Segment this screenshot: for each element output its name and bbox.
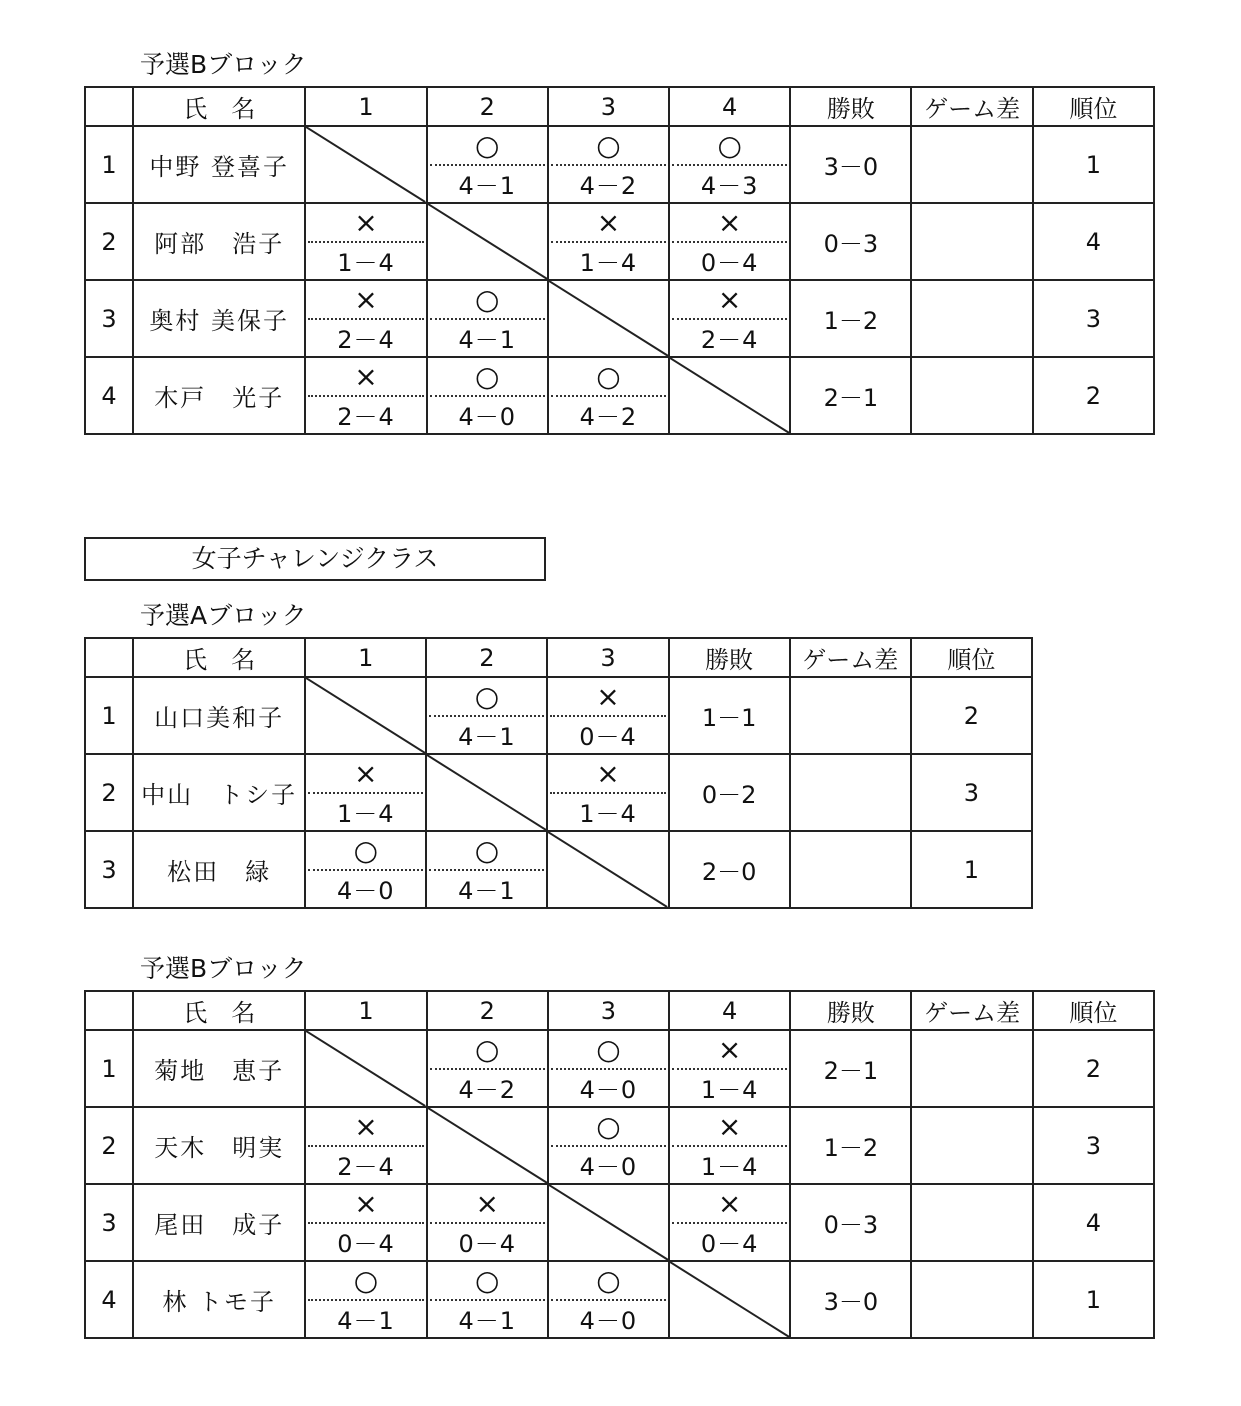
self-match-cell — [305, 126, 426, 203]
result-mark: × — [550, 678, 665, 717]
match-cell — [427, 126, 548, 203]
match-score: 4－2 — [458, 1076, 516, 1105]
game-diff — [911, 1107, 1032, 1184]
result-mark: ○ — [430, 1031, 545, 1070]
result-mark: ○ — [672, 127, 787, 166]
block-title: 予選Aブロック — [140, 601, 307, 630]
win-loss: 1－2 — [790, 280, 911, 357]
header-opponent: 3 — [547, 638, 668, 677]
result-mark: × — [672, 1031, 787, 1070]
match-result — [549, 1108, 668, 1183]
result-mark: × — [430, 1185, 545, 1224]
header-opponent: 1 — [305, 991, 426, 1030]
result-mark: × — [308, 755, 423, 794]
match-score: 1－4 — [337, 249, 395, 278]
match-cell — [548, 1030, 669, 1107]
match-cell — [427, 1030, 548, 1107]
header-row — [85, 991, 1154, 1030]
header-win-loss: 勝敗 — [790, 87, 911, 126]
match-score: 4－1 — [458, 172, 516, 201]
match-result — [548, 678, 667, 753]
self-match-cell — [669, 357, 790, 434]
match-score: 0－4 — [337, 1230, 395, 1259]
match-score: 4－0 — [337, 877, 395, 906]
match-cell — [669, 1030, 790, 1107]
match-result — [428, 127, 547, 202]
header-name: 氏 名 — [133, 87, 305, 126]
match-cell — [426, 831, 547, 908]
game-diff — [911, 357, 1032, 434]
self-match-cell — [548, 1184, 669, 1261]
result-mark: ○ — [551, 1108, 666, 1147]
table-row — [85, 1184, 1154, 1261]
match-score: 2－4 — [337, 326, 395, 355]
match-result — [427, 678, 546, 753]
match-result — [306, 1185, 425, 1260]
player-name: 山口美和子 — [133, 677, 305, 754]
self-match-cell — [547, 831, 668, 908]
player-no: 4 — [85, 357, 133, 434]
league-table — [84, 990, 1155, 1339]
self-match-cell — [305, 677, 426, 754]
match-cell — [427, 1184, 548, 1261]
win-loss: 0－3 — [790, 203, 911, 280]
match-cell — [426, 677, 547, 754]
result-mark: × — [672, 1185, 787, 1224]
match-result — [549, 1262, 668, 1337]
match-result — [549, 358, 668, 433]
match-result — [670, 281, 789, 356]
match-cell — [669, 1107, 790, 1184]
result-mark: ○ — [308, 832, 423, 871]
result-mark: ○ — [551, 1031, 666, 1070]
header-row — [85, 87, 1154, 126]
self-match-cell — [426, 754, 547, 831]
header-name: 氏 名 — [133, 991, 305, 1030]
player-name: 阿部 浩子 — [133, 203, 305, 280]
match-score: 4－2 — [579, 403, 638, 432]
match-cell — [548, 203, 669, 280]
rank: 2 — [911, 677, 1032, 754]
match-result — [306, 832, 425, 907]
match-cell — [427, 280, 548, 357]
diagonal-line — [549, 1185, 668, 1260]
game-diff — [911, 280, 1032, 357]
self-match-cell — [305, 1030, 426, 1107]
match-cell — [547, 754, 668, 831]
player-no: 3 — [85, 831, 133, 908]
diagonal-line — [670, 1262, 789, 1337]
match-score: 1－4 — [579, 249, 638, 278]
result-mark: ○ — [308, 1262, 423, 1301]
rank: 1 — [1033, 1261, 1154, 1338]
diagonal-line — [306, 1031, 425, 1106]
match-score: 1－4 — [700, 1076, 759, 1105]
result-mark: ○ — [430, 127, 545, 166]
match-result — [670, 127, 789, 202]
header-opponent: 2 — [426, 638, 547, 677]
win-loss: 0－2 — [669, 754, 790, 831]
player-name: 菊地 恵子 — [133, 1030, 305, 1107]
match-cell — [547, 677, 668, 754]
match-result — [306, 204, 425, 279]
table-row — [85, 203, 1154, 280]
match-cell — [305, 1184, 426, 1261]
match-score: 2－4 — [337, 1153, 395, 1182]
game-diff — [911, 126, 1032, 203]
player-name: 松田 緑 — [133, 831, 305, 908]
match-score: 4－1 — [337, 1307, 395, 1336]
diagonal-line — [549, 281, 668, 356]
header-no — [85, 638, 133, 677]
result-mark: ○ — [430, 281, 545, 320]
header-opponent: 1 — [305, 87, 426, 126]
league-table — [84, 86, 1155, 435]
result-mark: × — [672, 204, 787, 243]
match-result — [427, 832, 546, 907]
match-result — [428, 281, 547, 356]
match-score: 2－4 — [700, 326, 759, 355]
win-loss: 3－0 — [790, 126, 911, 203]
win-loss: 3－0 — [790, 1261, 911, 1338]
header-rank: 順位 — [1033, 991, 1154, 1030]
win-loss: 0－3 — [790, 1184, 911, 1261]
diagonal-line — [427, 755, 546, 830]
win-loss: 2－1 — [790, 357, 911, 434]
win-loss: 1－2 — [790, 1107, 911, 1184]
match-result — [548, 755, 667, 830]
league-table — [84, 637, 1033, 909]
match-result — [306, 358, 425, 433]
rank: 3 — [1033, 1107, 1154, 1184]
header-opponent: 2 — [427, 87, 548, 126]
header-game-diff: ゲーム差 — [790, 638, 911, 677]
win-loss: 2－1 — [790, 1030, 911, 1107]
match-score: 0－4 — [458, 1230, 516, 1259]
player-name: 林 トモ子 — [133, 1261, 305, 1338]
result-mark: × — [550, 755, 665, 794]
match-cell — [548, 126, 669, 203]
player-name: 木戸 光子 — [133, 357, 305, 434]
match-result — [306, 281, 425, 356]
match-score: 0－4 — [700, 249, 759, 278]
result-mark: ○ — [430, 1262, 545, 1301]
match-cell — [548, 1107, 669, 1184]
result-mark: ○ — [551, 1262, 666, 1301]
header-opponent: 2 — [427, 991, 548, 1030]
match-cell — [305, 1261, 426, 1338]
match-cell — [305, 831, 426, 908]
player-name: 尾田 成子 — [133, 1184, 305, 1261]
match-cell — [305, 357, 426, 434]
table-row — [85, 754, 1032, 831]
match-score: 4－0 — [579, 1307, 638, 1336]
diagonal-line — [428, 1108, 547, 1183]
player-no: 1 — [85, 126, 133, 203]
diagonal-line — [306, 678, 425, 753]
header-game-diff: ゲーム差 — [911, 87, 1032, 126]
header-name: 氏 名 — [133, 638, 305, 677]
player-no: 2 — [85, 754, 133, 831]
match-score: 4－0 — [458, 403, 516, 432]
header-rank: 順位 — [911, 638, 1032, 677]
match-cell — [305, 1107, 426, 1184]
match-score: 4－1 — [458, 1307, 516, 1336]
match-cell — [669, 203, 790, 280]
match-cell — [669, 126, 790, 203]
match-cell — [669, 1184, 790, 1261]
header-opponent: 1 — [305, 638, 426, 677]
rank: 2 — [1033, 1030, 1154, 1107]
block-title: 予選Bブロック — [140, 50, 307, 79]
match-score: 4－1 — [458, 877, 516, 906]
match-cell — [548, 1261, 669, 1338]
match-cell — [669, 280, 790, 357]
rank: 1 — [1033, 126, 1154, 203]
header-game-diff: ゲーム差 — [911, 991, 1032, 1030]
match-score: 4－1 — [458, 723, 516, 752]
game-diff — [911, 1030, 1032, 1107]
header-no — [85, 87, 133, 126]
player-no: 3 — [85, 280, 133, 357]
header-opponent: 3 — [548, 991, 669, 1030]
table-row — [85, 831, 1032, 908]
match-cell — [305, 203, 426, 280]
match-score: 1－4 — [337, 800, 395, 829]
block-title: 予選Bブロック — [140, 954, 307, 983]
match-score: 4－0 — [579, 1076, 638, 1105]
match-cell — [305, 280, 426, 357]
rank: 4 — [1033, 1184, 1154, 1261]
match-score: 2－4 — [337, 403, 395, 432]
match-result — [549, 204, 668, 279]
header-row — [85, 638, 1032, 677]
self-match-cell — [669, 1261, 790, 1338]
diagonal-line — [548, 832, 667, 907]
result-mark: × — [551, 204, 666, 243]
match-score: 1－4 — [700, 1153, 759, 1182]
match-result — [306, 1108, 425, 1183]
diagonal-line — [306, 127, 425, 202]
match-result — [428, 1262, 547, 1337]
match-score: 4－2 — [579, 172, 638, 201]
player-no: 2 — [85, 203, 133, 280]
result-mark: × — [308, 358, 423, 397]
match-result — [670, 204, 789, 279]
match-score: 1－4 — [579, 800, 637, 829]
result-mark: ○ — [551, 358, 666, 397]
result-mark: × — [672, 281, 787, 320]
game-diff — [790, 831, 911, 908]
win-loss: 1－1 — [669, 677, 790, 754]
win-loss: 2－0 — [669, 831, 790, 908]
player-name: 天木 明実 — [133, 1107, 305, 1184]
match-result — [670, 1031, 789, 1106]
table-row — [85, 357, 1154, 434]
self-match-cell — [427, 1107, 548, 1184]
game-diff — [911, 1261, 1032, 1338]
match-result — [670, 1108, 789, 1183]
rank: 2 — [1033, 357, 1154, 434]
table-row — [85, 1261, 1154, 1338]
match-score: 4－0 — [579, 1153, 638, 1182]
match-score: 4－3 — [700, 172, 759, 201]
match-score: 0－4 — [579, 723, 637, 752]
header-win-loss: 勝敗 — [790, 991, 911, 1030]
self-match-cell — [548, 280, 669, 357]
match-result — [428, 1185, 547, 1260]
header-win-loss: 勝敗 — [669, 638, 790, 677]
header-no — [85, 991, 133, 1030]
table-row — [85, 126, 1154, 203]
header-opponent: 3 — [548, 87, 669, 126]
player-no: 1 — [85, 677, 133, 754]
player-no: 2 — [85, 1107, 133, 1184]
result-mark: ○ — [551, 127, 666, 166]
match-result — [306, 755, 425, 830]
diagonal-line — [670, 358, 789, 433]
table-row — [85, 1030, 1154, 1107]
match-cell — [548, 357, 669, 434]
match-result — [428, 358, 547, 433]
header-rank: 順位 — [1033, 87, 1154, 126]
player-no: 4 — [85, 1261, 133, 1338]
game-diff — [911, 203, 1032, 280]
match-result — [428, 1031, 547, 1106]
table-row — [85, 677, 1032, 754]
result-mark: × — [672, 1108, 787, 1147]
result-mark: ○ — [430, 358, 545, 397]
result-mark: × — [308, 1185, 423, 1224]
class-title: 女子チャレンジクラス — [84, 537, 546, 581]
match-result — [549, 1031, 668, 1106]
header-opponent: 4 — [669, 991, 790, 1030]
header-opponent: 4 — [669, 87, 790, 126]
rank: 3 — [1033, 280, 1154, 357]
match-cell — [305, 754, 426, 831]
player-name: 奥村 美保子 — [133, 280, 305, 357]
player-name: 中山 トシ子 — [133, 754, 305, 831]
result-mark: × — [308, 204, 423, 243]
match-result — [670, 1185, 789, 1260]
game-diff — [790, 677, 911, 754]
player-no: 3 — [85, 1184, 133, 1261]
rank: 4 — [1033, 203, 1154, 280]
game-diff — [911, 1184, 1032, 1261]
game-diff — [790, 754, 911, 831]
match-score: 0－4 — [700, 1230, 759, 1259]
match-cell — [427, 357, 548, 434]
match-score: 4－1 — [458, 326, 516, 355]
rank: 1 — [911, 831, 1032, 908]
table-row — [85, 280, 1154, 357]
table-row — [85, 1107, 1154, 1184]
result-mark: ○ — [429, 832, 544, 871]
match-cell — [427, 1261, 548, 1338]
result-mark: ○ — [429, 678, 544, 717]
result-mark: × — [308, 281, 423, 320]
player-no: 1 — [85, 1030, 133, 1107]
diagonal-line — [428, 204, 547, 279]
match-result — [306, 1262, 425, 1337]
result-mark: × — [308, 1108, 423, 1147]
match-result — [549, 127, 668, 202]
self-match-cell — [427, 203, 548, 280]
rank: 3 — [911, 754, 1032, 831]
player-name: 中野 登喜子 — [133, 126, 305, 203]
